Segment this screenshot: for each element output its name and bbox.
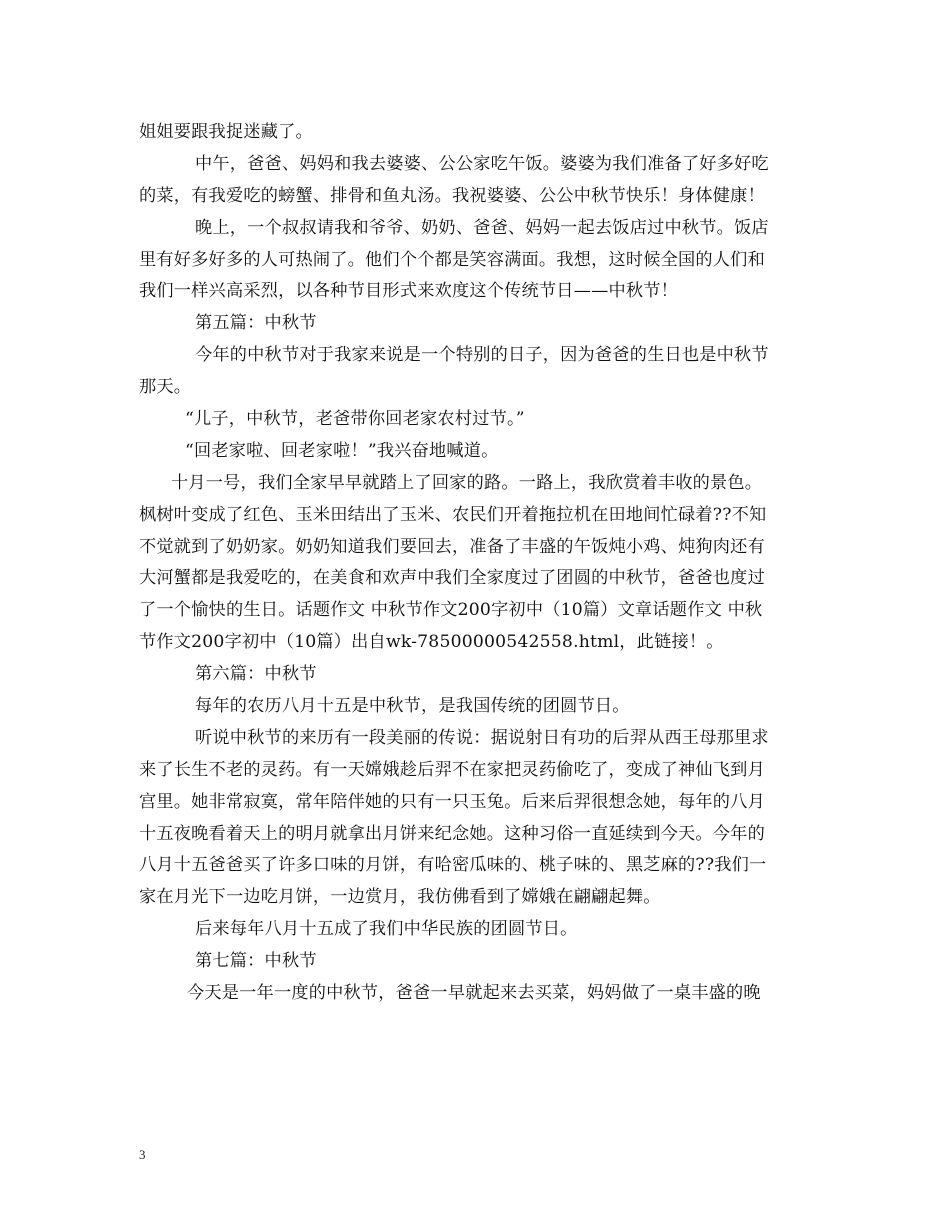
text-line: 里有好多好多的人可热闹了。他们个个都是笑容满面。我想，这时候全国的人们和 <box>139 249 765 270</box>
paragraph-line: 今天是一年一度的中秋节，爸爸一早就起来去买菜，妈妈做了一桌丰盛的晚 <box>187 983 761 1004</box>
text-line: 八月十五爸爸买了许多口味的月饼，有哈密瓜味的、桃子味的、黑芝麻的??我们一 <box>139 855 767 876</box>
text-line: 家在月光下一边吃月饼，一边赏月，我仿佛看到了嫦娥在翩翩起舞。 <box>139 887 661 908</box>
text-line: 十五夜晚看着天上的明月就拿出月饼来纪念她。这种习俗一直延续到今天。今年的 <box>139 823 765 844</box>
body-text <box>139 117 829 1010</box>
quote-line: “儿子，中秋节，老爸带你回老家农村过节。” <box>185 409 525 430</box>
text-line: 的菜，有我爱吃的螃蟹、排骨和鱼丸汤。我祝婆婆、公公中秋节快乐！身体健康！ <box>139 185 765 206</box>
text-line: 来了长生不老的灵药。有一天嫦娥趁后羿不在家把灵药偷吃了，变成了神仙飞到月 <box>139 759 765 780</box>
text-line: 我们一样兴高采烈，以各种节目形式来欢度这个传统节日——中秋节！ <box>139 281 679 302</box>
section-heading-6: 第六篇：中秋节 <box>195 664 317 685</box>
text-line: 枫树叶变成了红色、玉米田结出了玉米、农民们开着拖拉机在田地间忙碌着??不知 <box>139 504 767 525</box>
section-heading-7: 第七篇：中秋节 <box>195 951 317 972</box>
page-number: 3 <box>139 1147 146 1162</box>
quote-line: “回老家啦、回老家啦！”我兴奋地喊道。 <box>185 440 499 461</box>
paragraph-line: 中午，爸爸、妈妈和我去婆婆、公公家吃午饭。婆婆为我们准备了好多好吃 <box>195 153 769 174</box>
paragraph-line: 今年的中秋节对于我家来说是一个特别的日子，因为爸爸的生日也是中秋节 <box>195 345 769 366</box>
text-line: 姐姐要跟我捉迷藏了。 <box>139 122 313 142</box>
paragraph-line: 十月一号，我们全家早早就踏上了回家的路。一路上，我欣赏着丰收的景色。 <box>171 472 763 493</box>
section-heading-5: 第五篇：中秋节 <box>195 313 317 334</box>
paragraph-line: 每年的农历八月十五是中秋节，是我国传统的团圆节日。 <box>195 696 630 717</box>
text-line: 那天。 <box>139 377 192 398</box>
text-line: 节作文200字初中（10篇）出自wk-78500000542558.html，此链接！。 <box>139 632 724 653</box>
paragraph-line: 听说中秋节的来历有一段美丽的传说：据说射日有功的后羿从西王母那里求 <box>195 727 769 748</box>
paragraph-line: 后来每年八月十五成了我们中华民族的团圆节日。 <box>195 919 578 940</box>
text-line: 大河蟹都是我爱吃的，在美食和欢声中我们全家度过了团圆的中秋节，爸爸也度过 <box>139 568 765 589</box>
text-line: 了一个愉快的生日。话题作文 中秋节作文200字初中（10篇）文章话题作文 中秋 <box>139 600 763 621</box>
text-line: 宫里。她非常寂寞，常年陪伴她的只有一只玉兔。后来后羿很想念她，每年的八月 <box>139 791 765 812</box>
paragraph-line: 晚上，一个叔叔请我和爷爷、奶奶、爸爸、妈妈一起去饭店过中秋节。饭店 <box>195 217 769 238</box>
text-line: 不觉就到了奶奶家。奶奶知道我们要回去，准备了丰盛的午饭炖小鸡、炖狗肉还有 <box>139 536 765 557</box>
